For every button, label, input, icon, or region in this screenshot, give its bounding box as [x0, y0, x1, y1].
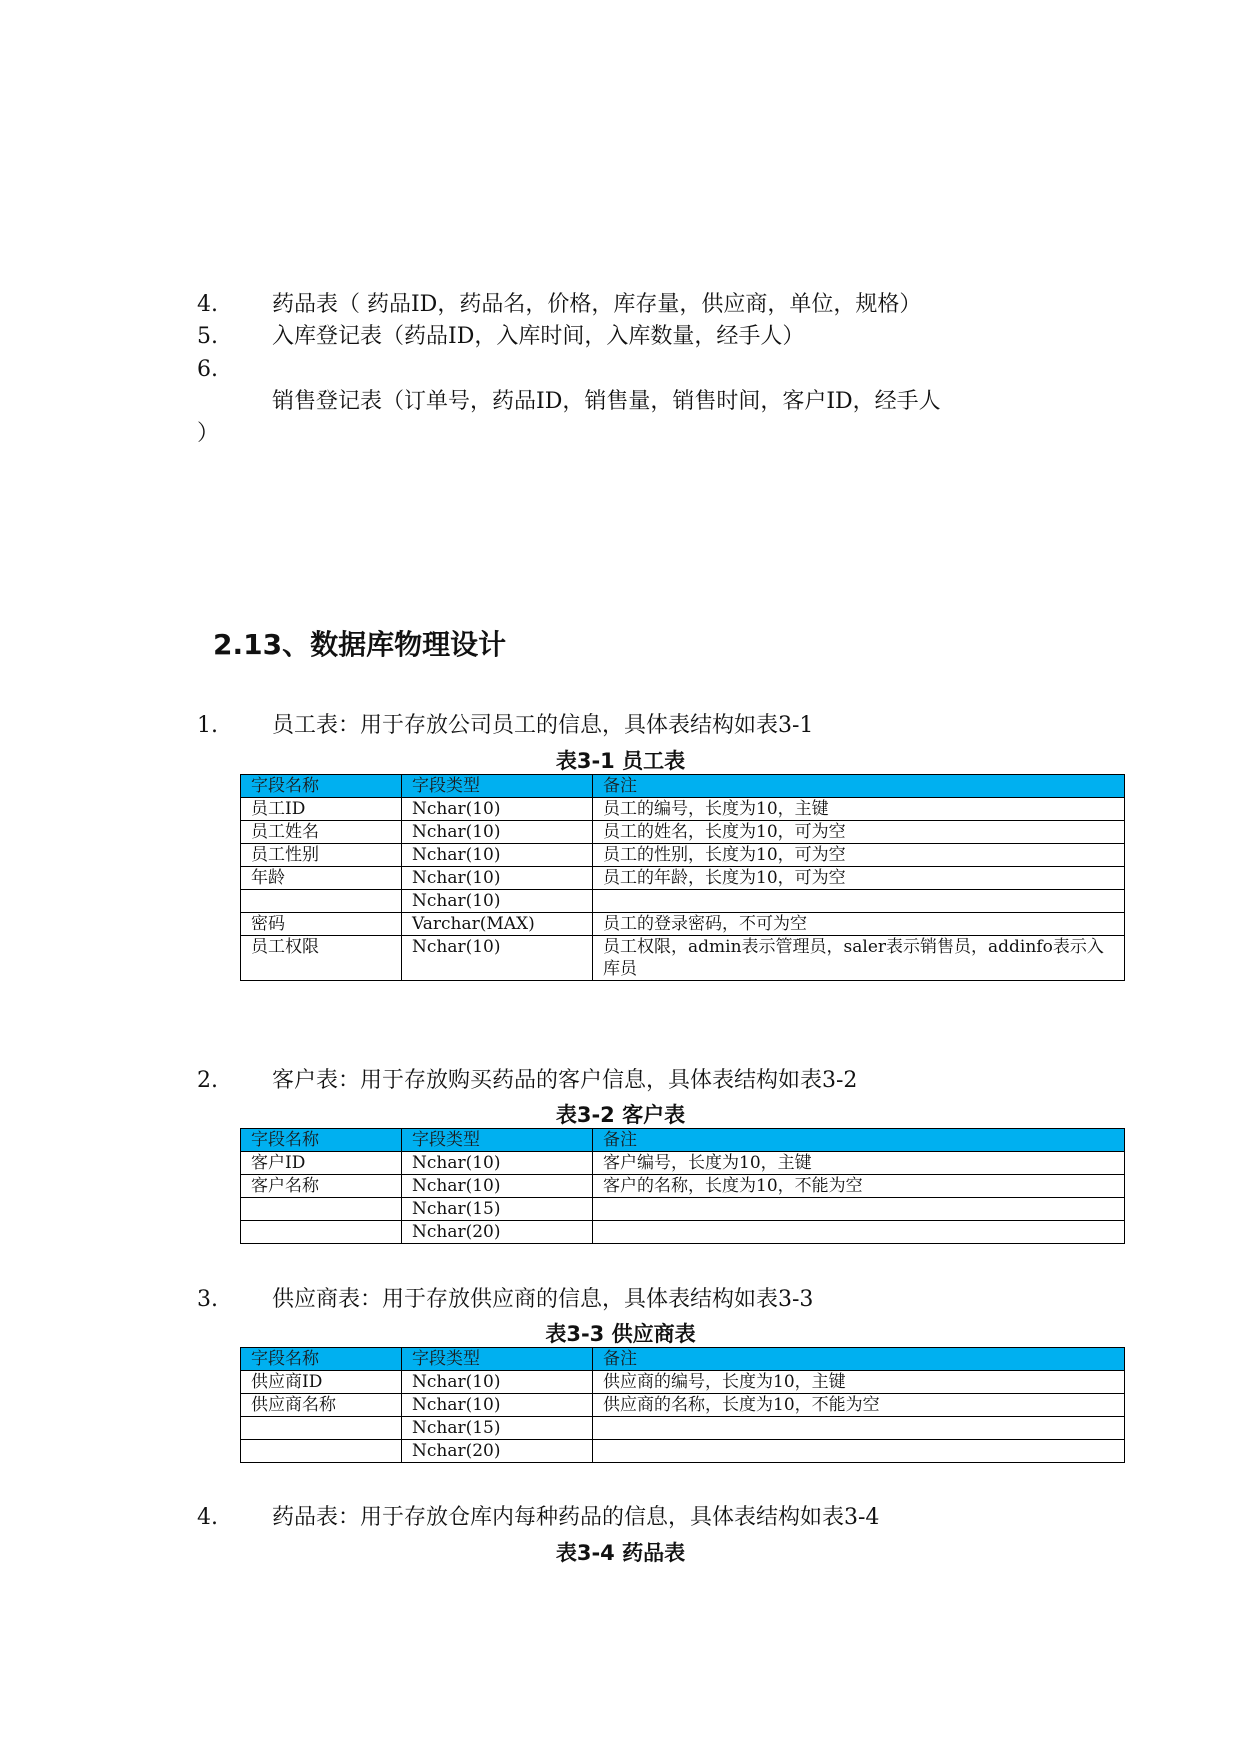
- table-row: [241, 844, 1125, 867]
- table-cell: 客户ID: [241, 1152, 402, 1175]
- supplier-table: [240, 1347, 1125, 1463]
- table-cell: 客户编号，长度为10，主键: [593, 1152, 1125, 1175]
- table-header-row: [241, 775, 1125, 798]
- table-row: [241, 1152, 1125, 1175]
- table-cell: Nchar(20): [402, 1221, 593, 1244]
- table-cell: Nchar(10): [402, 936, 593, 981]
- header-cell: 备注: [593, 775, 1125, 798]
- section-heading: 2.13、数据库物理设计: [213, 628, 507, 661]
- table-row: [241, 913, 1125, 936]
- table-cell: [593, 890, 1125, 913]
- table-row: [241, 1198, 1125, 1221]
- header-cell: 字段名称: [241, 775, 402, 798]
- table-row: [241, 1417, 1125, 1440]
- table-caption: 表3-3 供应商表: [545, 1322, 696, 1346]
- table-cell: 供应商的名称，长度为10，不能为空: [593, 1394, 1125, 1417]
- table-cell: Nchar(10): [402, 867, 593, 890]
- table-cell: [593, 1221, 1125, 1244]
- header-cell: 字段名称: [241, 1348, 402, 1371]
- table-cell: 供应商的编号，长度为10，主键: [593, 1371, 1125, 1394]
- header-cell: 字段类型: [402, 775, 593, 798]
- table-cell: [593, 1198, 1125, 1221]
- list-number: 5.: [197, 324, 218, 349]
- list-text-tail: ）: [197, 421, 220, 446]
- table-cell: 客户名称: [241, 1175, 402, 1198]
- header-cell: 备注: [593, 1348, 1125, 1371]
- table-cell: 员工的性别，长度为10，可为空: [593, 844, 1125, 867]
- table-cell: 客户的名称，长度为10，不能为空: [593, 1175, 1125, 1198]
- table-cell: [241, 1417, 402, 1440]
- table-cell: 员工的登录密码，不可为空: [593, 913, 1125, 936]
- list-text: 供应商表：用于存放供应商的信息，具体表结构如表3-3: [272, 1287, 814, 1312]
- table-cell: 员工性别: [241, 844, 402, 867]
- list-text: 员工表：用于存放公司员工的信息，具体表结构如表3-1: [272, 713, 814, 738]
- table-cell: 供应商名称: [241, 1394, 402, 1417]
- table-row: [241, 1394, 1125, 1417]
- table-cell: Nchar(10): [402, 1371, 593, 1394]
- table-cell: Nchar(15): [402, 1417, 593, 1440]
- list-text: 入库登记表（药品ID，入库时间，入库数量，经手人）: [272, 324, 805, 349]
- list-number: 4.: [197, 292, 218, 317]
- table-cell: 供应商ID: [241, 1371, 402, 1394]
- table-cell: Nchar(10): [402, 821, 593, 844]
- table-cell: 年龄: [241, 867, 402, 890]
- table-cell: 密码: [241, 913, 402, 936]
- table-row: [241, 821, 1125, 844]
- table-header-row: [241, 1129, 1125, 1152]
- header-cell: 备注: [593, 1129, 1125, 1152]
- table-row: [241, 1221, 1125, 1244]
- table-cell: 员工权限，admin表示管理员，saler表示销售员，addinfo表示入库员: [593, 936, 1125, 981]
- employee-table: [240, 774, 1125, 981]
- table-cell: [241, 890, 402, 913]
- list-number: 2.: [197, 1068, 218, 1093]
- header-cell: 字段名称: [241, 1129, 402, 1152]
- table-caption: 表3-1 员工表: [555, 749, 686, 773]
- table-row: [241, 798, 1125, 821]
- table-cell: 员工的编号，长度为10，主键: [593, 798, 1125, 821]
- table-cell: 员工姓名: [241, 821, 402, 844]
- table-row: [241, 1440, 1125, 1463]
- table-cell: Nchar(20): [402, 1440, 593, 1463]
- table-cell: [593, 1417, 1125, 1440]
- table-cell: Nchar(10): [402, 1394, 593, 1417]
- table-cell: 员工权限: [241, 936, 402, 981]
- list-number: 6.: [197, 357, 218, 382]
- table-cell: 员工的年龄，长度为10，可为空: [593, 867, 1125, 890]
- list-number: 3.: [197, 1287, 218, 1312]
- table-cell: [593, 1440, 1125, 1463]
- table-cell: Nchar(10): [402, 798, 593, 821]
- list-number: 4.: [197, 1505, 218, 1530]
- list-text: 销售登记表（订单号，药品ID，销售量，销售时间，客户ID，经手人: [272, 389, 941, 414]
- table-cell: 员工ID: [241, 798, 402, 821]
- table-cell: Nchar(10): [402, 890, 593, 913]
- table-header-row: [241, 1348, 1125, 1371]
- list-text: 客户表：用于存放购买药品的客户信息，具体表结构如表3-2: [272, 1068, 858, 1093]
- table-cell: Nchar(10): [402, 1175, 593, 1198]
- list-text: 药品表（ 药品ID，药品名，价格，库存量，供应商，单位，规格）: [272, 292, 922, 317]
- table-row: [241, 867, 1125, 890]
- customer-table: [240, 1128, 1125, 1244]
- table-row: [241, 1371, 1125, 1394]
- header-cell: 字段类型: [402, 1129, 593, 1152]
- header-cell: 字段类型: [402, 1348, 593, 1371]
- table-row: [241, 936, 1125, 981]
- table-cell: [241, 1440, 402, 1463]
- table-cell: Nchar(10): [402, 1152, 593, 1175]
- table-cell: Nchar(15): [402, 1198, 593, 1221]
- list-text: 药品表：用于存放仓库内每种药品的信息，具体表结构如表3-4: [272, 1505, 880, 1530]
- table-caption: 表3-4 药品表: [555, 1541, 686, 1565]
- table-cell: 员工的姓名，长度为10，可为空: [593, 821, 1125, 844]
- table-row: [241, 1175, 1125, 1198]
- table-cell: Varchar(MAX): [402, 913, 593, 936]
- table-cell: Nchar(10): [402, 844, 593, 867]
- table-caption: 表3-2 客户表: [555, 1103, 686, 1127]
- table-row: [241, 890, 1125, 913]
- table-cell: [241, 1221, 402, 1244]
- list-number: 1.: [197, 713, 218, 738]
- table-cell: [241, 1198, 402, 1221]
